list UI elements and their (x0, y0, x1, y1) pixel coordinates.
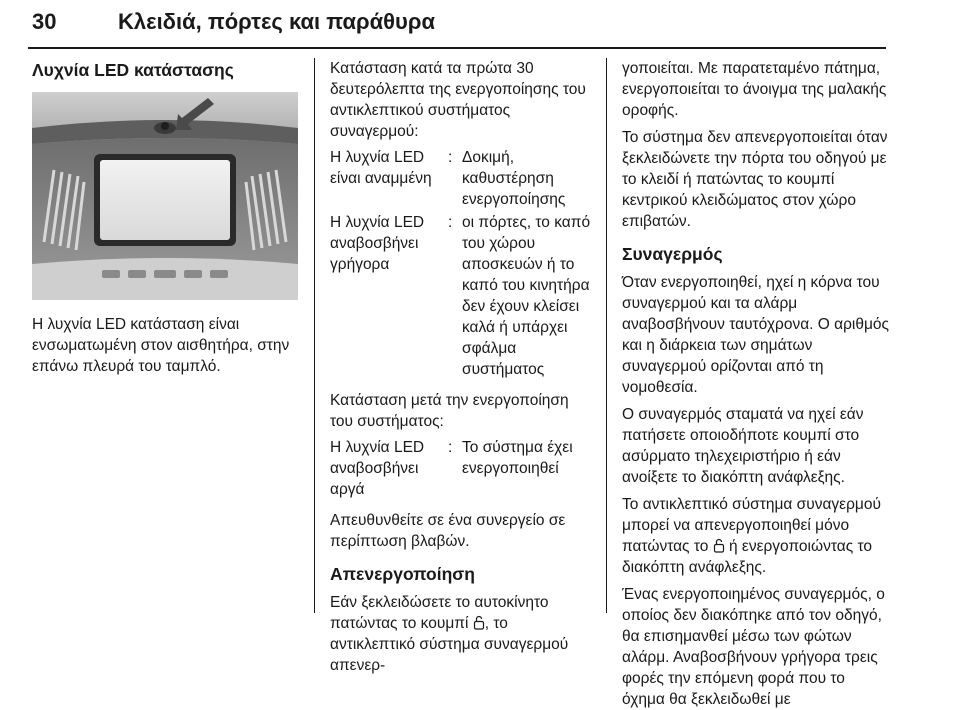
unlock-icon (473, 615, 485, 630)
status-table-1 (330, 147, 592, 380)
status-first-30s-intro: Κατάσταση κατά τα πρώτα 30 δευτερόλεπτα της ενεργοποίησης του αντικλεπτικού συστήματος συναγερμού: (330, 60, 586, 140)
alarm-heading: Συναγερμός (622, 244, 723, 264)
not-deactivated-note: Το σύστημα δεν απενεργοποιείται όταν ξεκλειδώνετε την πόρτα του οδηγού με το κλειδί ή πατώντας το κουμπί κεντρικού κλειδώματος στον χώρο επιβατών. (622, 129, 888, 230)
deactivation-heading: Απενεργοποίηση (330, 564, 475, 584)
column-1 (32, 58, 300, 377)
led-meaning: Το σύστημα έχει ενεργοποιηθεί (462, 439, 573, 477)
dashboard-figure (32, 92, 298, 300)
alarm-paragraph-2: Ο συναγερμός σταματά να ηχεί εάν πατήσετε οποιοδήποτε κουμπί στο ασύρματο τηλεχειριστήριο ή εάν ανοίξετε το διακόπτη ανάφλεξης. (622, 406, 864, 486)
led-state: Η λυχνία LED αναβοσβήνει αργά (330, 439, 425, 498)
column-divider-2 (606, 58, 607, 613)
chapter-title: Κλειδιά, πόρτες και παράθυρα (118, 9, 435, 34)
page-header (30, 4, 930, 48)
service-note: Απευθυνθείτε σε ένα συνεργείο σε περίπτωση βλαβών. (330, 512, 566, 550)
led-state: Η λυχνία LED είναι αναμμένη (330, 149, 432, 187)
status-after-intro: Κατάσταση μετά την ενεργοποίηση του συστήματος: (330, 392, 569, 430)
column-divider-1 (314, 58, 315, 613)
alarm-paragraph-3: Το αντικλεπτικό σύστημα συναγερμού μπορεί να απενεργοποιηθεί μόνο πατώντας το ή ενεργοποιώντας το διακόπτη ανάφλεξης. (622, 496, 881, 576)
led-meaning: οι πόρτες, το καπό του χώρου αποσκευών ή το καπό του κινητήρα δεν έχουν κλείσει καλά ή υπάρχει σφάλμα συστήματος (462, 214, 591, 378)
column-2 (330, 58, 592, 676)
alarm-paragraph-1: Όταν ενεργοποιηθεί, ηχεί η κόρνα του συναγερμού και τα αλάρμ αναβοσβήνουν ταυτόχρονα. Ο αριθμός και η διάρκεια των σημάτων συναγερμού ορίζονται από τη νομοθεσία. (622, 274, 890, 396)
led-state: Η λυχνία LED αναβοσβήνει γρήγορα (330, 214, 425, 273)
table-row: Η λυχνία LED είναι αναμμένη : Δοκιμή, καθυστέρηση ενεργοποίησης (330, 147, 592, 210)
page-number: 30 (32, 9, 57, 34)
deactivation-text: Εάν ξεκλειδώσετε το αυτοκίνητο πατώντας το κουμπί , το αντικλεπτικό σύστημα συναγερμού απενερ- (330, 594, 569, 674)
table-row: Η λυχνία LED αναβοσβήνει γρήγορα : οι πόρτες, το καπό του χώρου αποσκευών ή το καπό του κινητήρα δεν έχουν κλείσει καλά ή υπάρχει σφάλμα συστήματος (330, 214, 591, 378)
figure-caption: Η λυχνία LED κατάσταση είναι ενσωματωμένη στον αισθητήρα, στην επάνω πλευρά του ταμπλό. (32, 316, 290, 375)
unlock-icon (713, 538, 725, 553)
status-table-2 (330, 437, 592, 500)
deactivation-continued: γοποιείται. Με παρατεταμένο πάτημα, ενεργοποιείται το άνοιγμα της μαλακής οροφής. (622, 60, 887, 119)
status-led-heading: Λυχνία LED κατάστασης (32, 60, 234, 80)
dashboard-status-led-illustration (32, 92, 298, 300)
alarm-paragraph-4: Ένας ενεργοποιημένος συναγερμός, ο οποίος δεν διακόπηκε από τον οδηγό, θα επισημανθεί μέσω των φώτων αλάρμ. Αναβοσβήνουν γρήγορα τρεις φορές την επόμενη φορά που το όχημα θα ξεκλειδωθεί με (622, 586, 885, 708)
column-3 (622, 58, 890, 710)
header-rule (28, 47, 886, 49)
led-meaning: Δοκιμή, καθυστέρηση ενεργοποίησης (462, 149, 566, 208)
table-row: Η λυχνία LED αναβοσβήνει αργά : Το σύστημα έχει ενεργοποιηθεί (330, 437, 592, 500)
